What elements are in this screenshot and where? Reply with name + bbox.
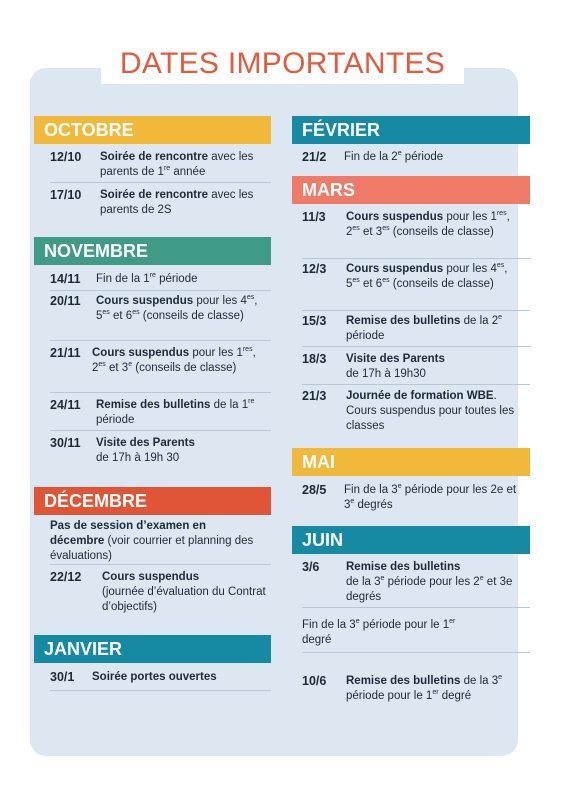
entry-text: Cours suspendus pour les $4^{es}$, $5^{es}$ et $6^{es}$ (conseils de classe) [346,262,508,290]
divider [302,310,530,311]
divider [302,607,530,608]
entry-date: 12/3 [302,262,327,276]
entry-text: Fin de la 1re période [96,272,198,285]
list-item [50,436,270,466]
list-item [302,674,517,704]
list-item [302,352,517,382]
entry-text: de 17h à 19h30 [346,368,426,380]
entry-text: Pas de session d’examen en décembre (voir courrier et planning des évaluations) [50,520,254,562]
entry-text: Visite des Parents [346,353,445,365]
divider [50,182,271,183]
entry-text: Cours suspendus pour les 1res, $2^{es}$ et $3^{es}$ (conseils de classe) [346,210,510,238]
list-item [50,519,260,564]
entry-date: 10/6 [302,674,327,688]
entry-date: 21/2 [302,150,327,164]
entry-text: Soirée de rencontre avec les parents de 2S [100,189,254,216]
entry-date: 18/3 [302,352,327,366]
divider [50,290,271,291]
month-header-novembre: NOVEMBRE [34,237,271,265]
entry-text: Remise des bulletins de la 1re période [96,398,255,426]
list-item [302,262,517,292]
divider [50,690,271,691]
entry-text: de la 3e période pour les 2e et 3e degrés [346,575,513,603]
entry-date: 17/10 [50,188,82,202]
entry-text: (journée d’évaluation du Contrat d’objectifs) [102,586,266,613]
divider [302,258,530,259]
list-item [50,670,270,685]
entry-date: 21/3 [302,389,327,403]
entry-date: 22/12 [50,570,82,584]
entry-date: 3/6 [302,560,320,574]
entry-text: de 17h à 19h 30 [96,452,180,464]
month-header-janvier: JANVIER [34,635,271,663]
entry-date: 12/10 [50,150,82,164]
entry-date: 24/11 [50,398,81,412]
entry-date: 14/11 [50,272,81,286]
list-item [50,272,270,287]
divider [302,384,530,385]
entry-text: Fin de la 3e période pour le 1er degré [302,618,456,646]
page-title: DATES IMPORTANTES [119,47,446,80]
list-item [302,483,517,513]
month-header-octobre: OCTOBRE [34,116,271,144]
month-header-decembre: DÉCEMBRE [34,487,271,515]
entry-text: Remise des bulletins de la 2e période [346,314,503,342]
entry-date: 30/1 [50,670,75,684]
list-item [302,150,527,165]
divider [50,392,271,393]
list-item [50,294,270,324]
entry-text: Soirée de rencontre avec les parents de 1re année [100,151,254,178]
entry-date: 20/11 [50,294,81,308]
list-item [302,314,517,344]
month-header-fevrier: FÉVRIER [292,116,530,144]
month-header-juin: JUIN [292,526,530,554]
title-box [101,44,464,84]
entry-text: Visite des Parents [96,437,195,449]
list-item [50,398,270,428]
list-item [302,560,517,605]
divider [302,652,530,653]
month-header-mai: MAI [292,448,530,476]
list-item [302,389,517,434]
entry-text: Cours suspendus [102,571,200,583]
divider [302,346,530,347]
divider [50,340,271,341]
entry-date: 28/5 [302,483,327,497]
entry-date: 21/11 [50,346,81,360]
month-header-mars: MARS [292,176,530,204]
entry-text: Fin de la 3e période pour les 2e et 3e degrés [344,483,517,511]
entry-date: 11/3 [302,210,326,224]
list-item [50,188,270,218]
entry-text: Remise des bulletins [346,561,461,573]
divider [50,430,271,431]
entry-text: Soirée portes ouvertes [92,671,217,683]
divider [50,564,271,565]
list-item [302,210,517,240]
list-item [50,570,270,615]
entry-date: 30/11 [50,436,81,450]
entry-text: Remise des bulletins de la 3e période pour le 1er degré [346,674,503,702]
entry-text: Journée de formation WBE. Cours suspendus pour toutes les classes [346,390,515,432]
list-item [50,150,270,180]
entry-date: 15/3 [302,314,327,328]
entry-text: Cours suspendus pour les 1res, $2^{es}$ et 3e (conseils de classe) [92,346,256,374]
entry-text: Fin de la 2e période [344,150,444,163]
list-item [302,618,472,648]
list-item [50,346,270,376]
entry-text: Cours suspendus pour les $4^{es}$, $5^{es}$ et $6^{es}$ (conseils de classe) [96,294,258,322]
